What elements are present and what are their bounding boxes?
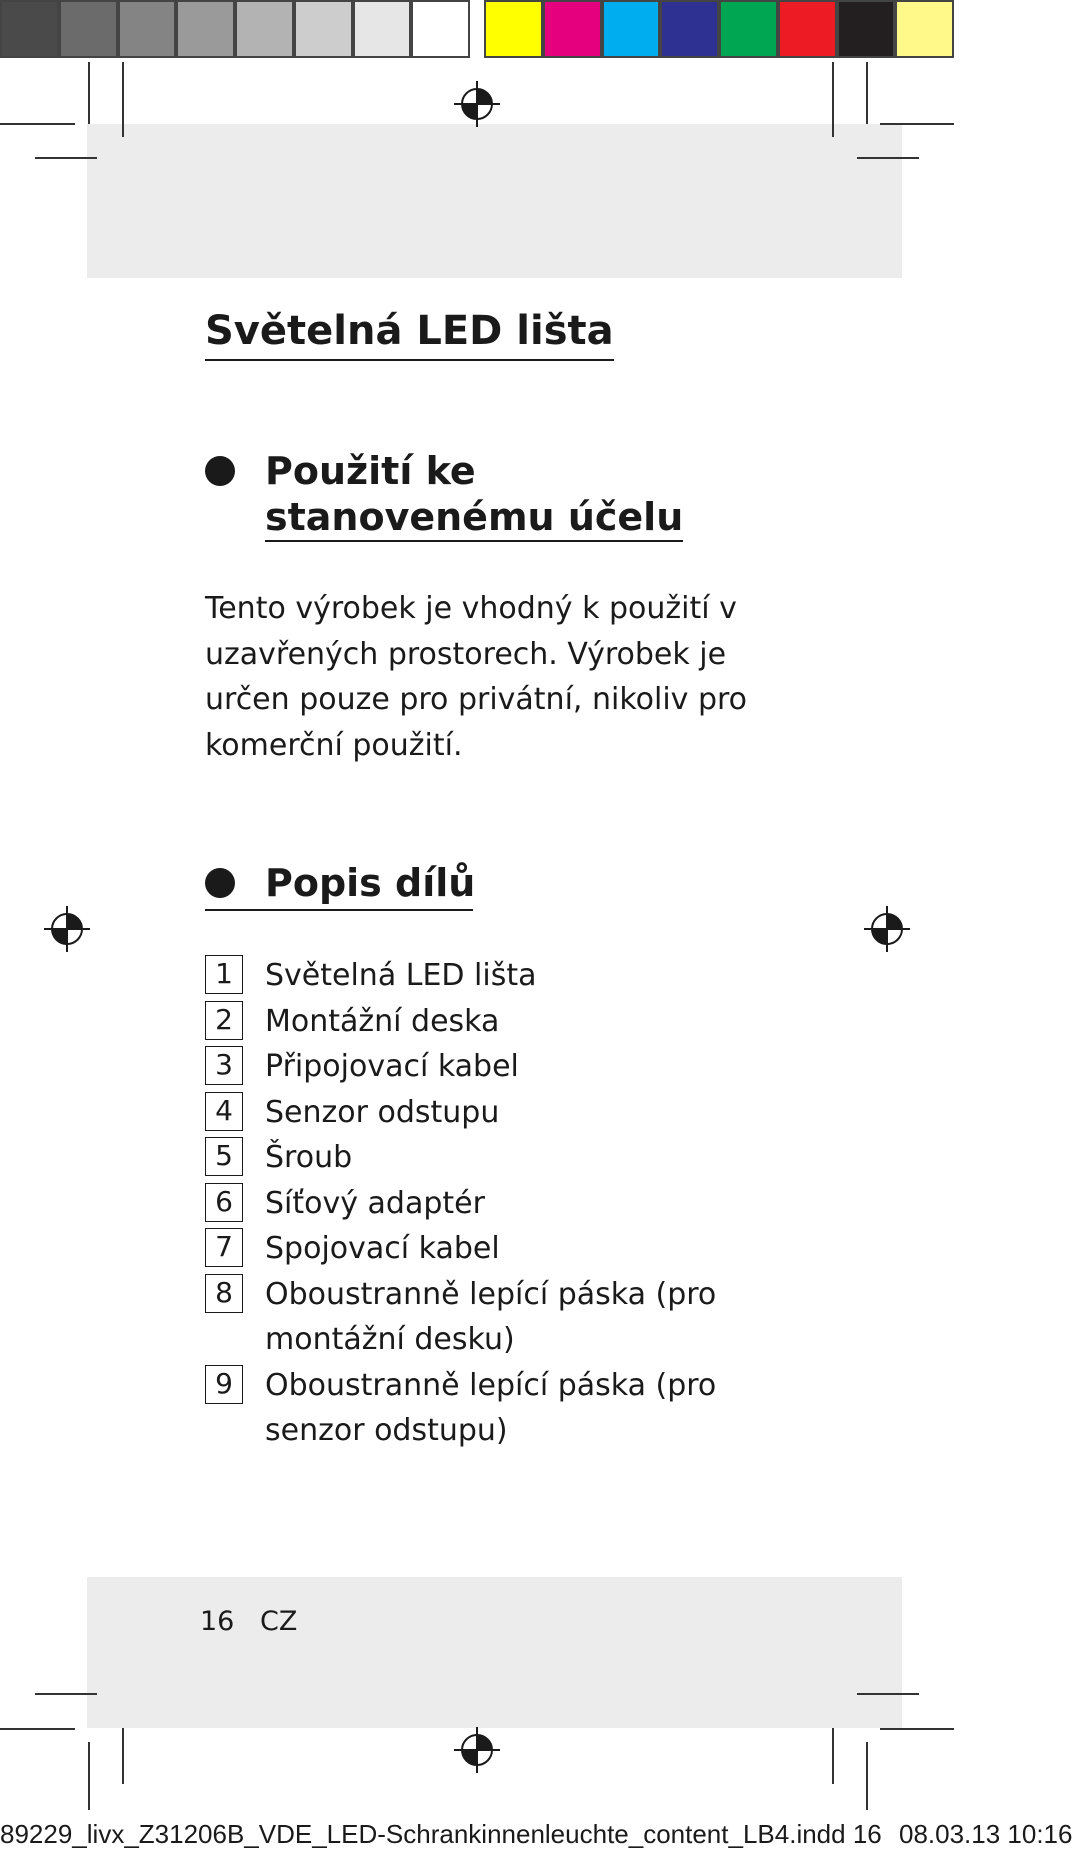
- process-color-bar: [484, 0, 954, 62]
- registration-mark-icon: [864, 906, 910, 952]
- language-code: CZ: [260, 1606, 298, 1637]
- list-item: [205, 1090, 735, 1136]
- part-number-box: 1: [205, 955, 243, 994]
- part-label: Spojovací kabel: [265, 1231, 500, 1266]
- crop-mark: [832, 1728, 834, 1784]
- list-item: [205, 1363, 735, 1454]
- part-number-box: 4: [205, 1092, 243, 1131]
- crop-mark: [88, 62, 90, 124]
- print-file-slug: [0, 1818, 1072, 1850]
- crop-mark: [857, 1693, 919, 1695]
- grayscale-color-bar: [0, 0, 470, 62]
- crop-mark: [866, 1742, 868, 1810]
- part-label: Světelná LED lišta: [265, 958, 537, 993]
- parts-list: [205, 953, 735, 1454]
- registration-mark-icon: [454, 1727, 500, 1773]
- gray-swatch: [59, 0, 118, 58]
- color-swatch: [660, 0, 719, 58]
- part-number-box: 3: [205, 1046, 243, 1085]
- part-number-box: 6: [205, 1183, 243, 1222]
- registration-mark-icon: [454, 81, 500, 127]
- list-item: [205, 1044, 735, 1090]
- gray-swatch: [411, 0, 470, 58]
- crop-mark: [0, 123, 75, 125]
- crop-mark: [880, 123, 954, 125]
- gray-swatch: [353, 0, 412, 58]
- parts-heading-label: Popis dílů: [265, 861, 476, 905]
- list-item: [205, 1135, 735, 1181]
- list-item: [205, 953, 735, 999]
- part-label: Síťový adaptér: [265, 1185, 485, 1221]
- part-label: Oboustranně lepící páska (pro montážní desku): [265, 1276, 717, 1357]
- list-item: [205, 999, 735, 1045]
- part-number-box: 8: [205, 1274, 243, 1313]
- part-number-box: 5: [205, 1137, 243, 1176]
- bullet-icon: [205, 456, 235, 486]
- gray-swatch: [294, 0, 353, 58]
- gray-swatch: [235, 0, 294, 58]
- color-swatch: [543, 0, 602, 58]
- list-item: [205, 1226, 735, 1272]
- file-name: 89229_livx_Z31206B_VDE_LED-Schrankinnenleuchte_content_LB4.indd 16: [0, 1819, 882, 1849]
- gray-swatch: [0, 0, 59, 58]
- crop-mark: [0, 1728, 75, 1730]
- crop-mark: [832, 62, 834, 137]
- list-item: [205, 1181, 735, 1227]
- heading-line-2: stanovenému účelu: [265, 494, 683, 542]
- page-title: Světelná LED lišta: [205, 305, 614, 361]
- heading-line-1: Použití ke: [265, 449, 476, 493]
- part-label: Oboustranně lepící páska (pro senzor odstupu): [265, 1367, 717, 1448]
- intended-use-paragraph: Tento výrobek je vhodný k použití v uzavřených prostorech. Výrobek je určen pouze pro privátní, nikoliv pro komerční použití.: [205, 591, 748, 763]
- crop-mark: [35, 157, 97, 159]
- color-swatch: [719, 0, 778, 58]
- crop-mark: [857, 157, 919, 159]
- color-swatch: [778, 0, 837, 58]
- page-number: 16: [200, 1606, 235, 1637]
- section-heading-text: [265, 448, 683, 542]
- crop-mark: [88, 1742, 90, 1810]
- bullet-icon: [205, 868, 235, 898]
- gray-swatch: [176, 0, 235, 58]
- header-band: [87, 124, 902, 278]
- part-label: Senzor odstupu: [265, 1094, 500, 1130]
- color-swatch: [895, 0, 954, 58]
- part-label: Šroub: [265, 1140, 353, 1175]
- gray-swatch: [118, 0, 177, 58]
- crop-mark: [122, 1728, 124, 1784]
- part-number-box: 9: [205, 1365, 243, 1404]
- heading-underline: [205, 909, 473, 911]
- part-number-box: 2: [205, 1001, 243, 1040]
- part-label: Montážní deska: [265, 1003, 500, 1039]
- part-number-box: 7: [205, 1228, 243, 1267]
- list-item: [205, 1272, 735, 1363]
- section-heading-text: [265, 860, 475, 906]
- crop-mark: [35, 1693, 97, 1695]
- color-swatch: [602, 0, 661, 58]
- crop-mark: [866, 62, 868, 124]
- color-swatch: [837, 0, 896, 58]
- crop-mark: [880, 1728, 954, 1730]
- file-timestamp: 08.03.13 10:16: [898, 1819, 1072, 1849]
- crop-mark: [122, 62, 124, 137]
- part-label: Připojovací kabel: [265, 1049, 519, 1084]
- color-swatch: [484, 0, 543, 58]
- footer-band: [87, 1577, 902, 1728]
- registration-mark-icon: [44, 906, 90, 952]
